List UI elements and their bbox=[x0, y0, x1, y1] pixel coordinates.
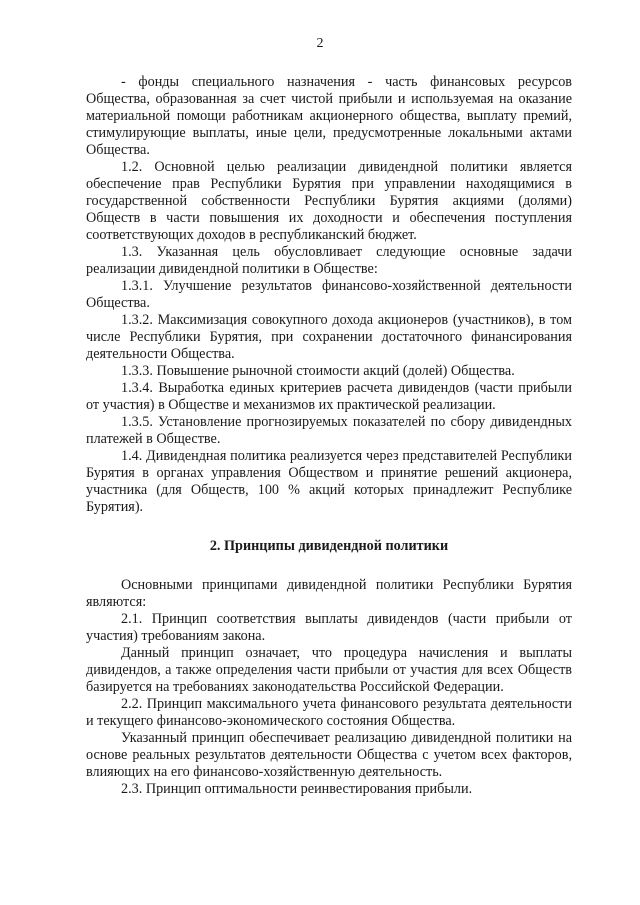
paragraph-1-3-5: 1.3.5. Установление прогнозируемых показателей по сбору дивидендных платежей в Обществе. bbox=[86, 414, 572, 447]
paragraph-1-3-2: 1.3.2. Максимизация совокупного дохода акционеров (участников), в том числе Республики Бурятия, при сохранении достаточного финансирования деятельности Общества. bbox=[86, 312, 572, 362]
paragraph-1-4: 1.4. Дивидендная политика реализуется через представителей Республики Бурятия в органах управления Обществом и принятие решений акционера, участника (для Обществ, 100 % акций которых принадлежит Республике Бурятия). bbox=[86, 448, 572, 515]
paragraph-1-2: 1.2. Основной целью реализации дивидендной политики является обеспечение прав Республики Бурятия при управлении находящимися в государственной собственности Республики Бурятия акциями (долями) Обществ в части повышения их доходности и обеспечения поступления соответствующих доходов в республиканский бюджет. bbox=[86, 159, 572, 243]
document-body bbox=[86, 74, 572, 798]
paragraph-2-3: 2.3. Принцип оптимальности реинвестирования прибыли. bbox=[121, 781, 473, 797]
paragraph-2-1-explanation: Данный принцип означает, что процедура начисления и выплаты дивидендов, а также определения части прибыли от участия для всех Обществ базируется на требованиях законодательства Российской Федерации. bbox=[86, 645, 572, 695]
section-heading: 2. Принципы дивидендной политики bbox=[209, 538, 449, 554]
paragraph-1-3-1: 1.3.1. Улучшение результатов финансово-хозяйственной деятельности Общества. bbox=[86, 278, 572, 311]
paragraph-1-3: 1.3. Указанная цель обусловливает следующие основные задачи реализации дивидендной политики в Обществе: bbox=[86, 244, 572, 277]
paragraph-2-2-explanation: Указанный принцип обеспечивает реализацию дивидендной политики на основе реальных результатов деятельности Общества с учетом всех факторов, влияющих на его финансово-хозяйственную деятельность. bbox=[86, 730, 572, 780]
page-number: 2 bbox=[316, 36, 324, 51]
paragraph-1-3-3: 1.3.3. Повышение рыночной стоимости акций (долей) Общества. bbox=[121, 363, 515, 379]
paragraph-1-3-4: 1.3.4. Выработка единых критериев расчета дивидендов (части прибыли от участия) в Обществе и механизмов их практической реализации. bbox=[86, 380, 572, 413]
paragraph-principles-intro: Основными принципами дивидендной политики Республики Бурятия являются: bbox=[86, 577, 572, 610]
paragraph-special-funds: - фонды специального назначения - часть финансовых ресурсов Общества, образованная за счет чистой прибыли и используемая на оказание материальной помощи работникам акционерного общества, выплату премий, стимулирующие выплаты, иные цели, предусмотренные локальными актами Общества. bbox=[86, 74, 572, 158]
paragraph-2-2: 2.2. Принцип максимального учета финансового результата деятельности и текущего финансово-экономического состояния Общества. bbox=[86, 696, 572, 729]
paragraph-2-1: 2.1. Принцип соответствия выплаты дивидендов (части прибыли от участия) требованиям закона. bbox=[86, 611, 572, 644]
